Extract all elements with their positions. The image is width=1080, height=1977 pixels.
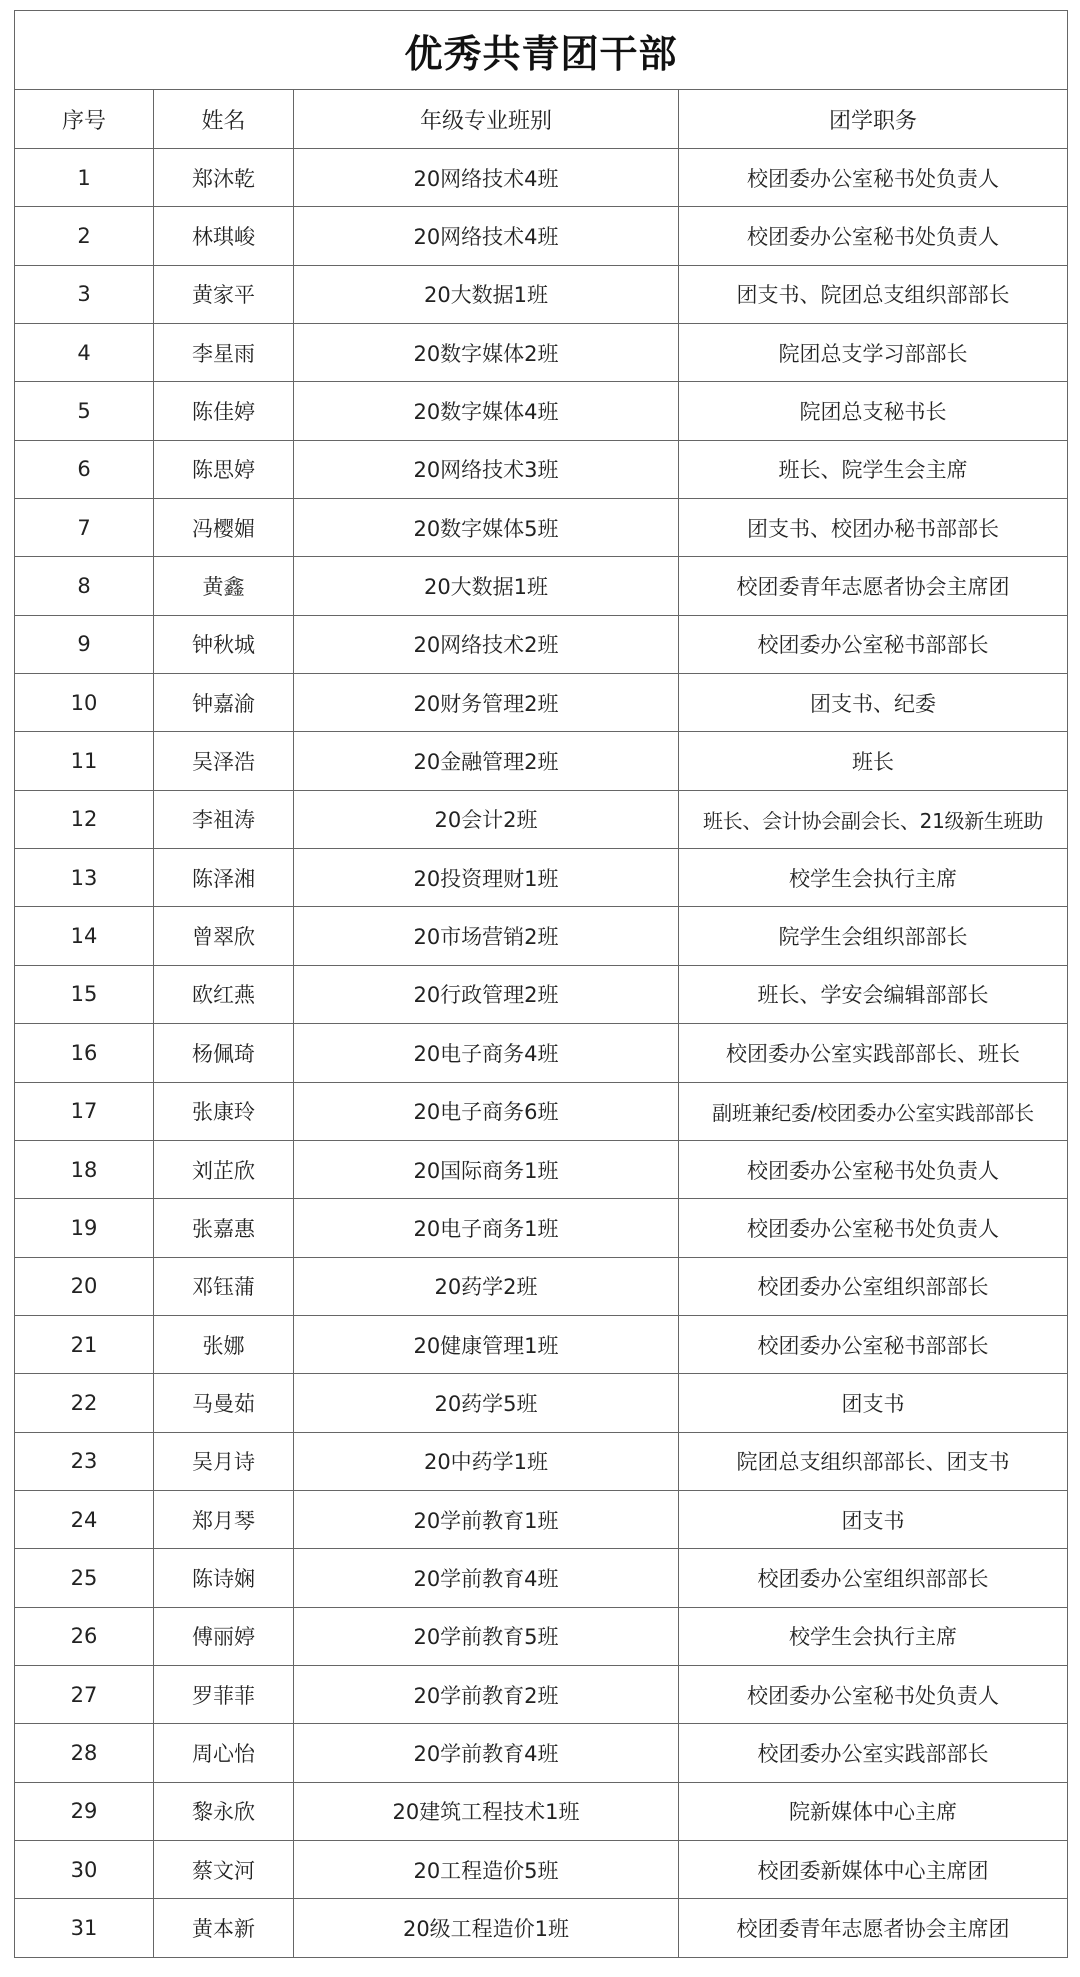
honor-table bbox=[14, 10, 1068, 1958]
cell-no: 16 bbox=[15, 1024, 154, 1082]
cell-class: 20健康管理1班 bbox=[294, 1315, 679, 1373]
cell-role: 班长 bbox=[679, 732, 1068, 790]
cell-class: 20财务管理2班 bbox=[294, 674, 679, 732]
cell-class: 20大数据1班 bbox=[294, 557, 679, 615]
title-row bbox=[15, 11, 1068, 90]
cell-class: 20网络技术3班 bbox=[294, 440, 679, 498]
cell-name: 陈诗娴 bbox=[154, 1549, 294, 1607]
cell-name: 钟嘉渝 bbox=[154, 674, 294, 732]
table-row bbox=[15, 382, 1068, 440]
cell-no: 14 bbox=[15, 907, 154, 965]
cell-role: 校团委办公室组织部部长 bbox=[679, 1257, 1068, 1315]
cell-role: 校团委办公室实践部部长 bbox=[679, 1724, 1068, 1782]
table-row bbox=[15, 149, 1068, 207]
cell-class: 20网络技术4班 bbox=[294, 149, 679, 207]
cell-role: 校团委办公室组织部部长 bbox=[679, 1549, 1068, 1607]
cell-no: 11 bbox=[15, 732, 154, 790]
cell-name: 张嘉惠 bbox=[154, 1199, 294, 1257]
table-row bbox=[15, 499, 1068, 557]
cell-class: 20电子商务4班 bbox=[294, 1024, 679, 1082]
cell-class: 20学前教育5班 bbox=[294, 1607, 679, 1665]
cell-no: 25 bbox=[15, 1549, 154, 1607]
cell-name: 陈思婷 bbox=[154, 440, 294, 498]
table-row bbox=[15, 1490, 1068, 1548]
cell-class: 20建筑工程技术1班 bbox=[294, 1782, 679, 1840]
cell-no: 2 bbox=[15, 207, 154, 265]
cell-no: 30 bbox=[15, 1840, 154, 1898]
table-row bbox=[15, 440, 1068, 498]
cell-no: 12 bbox=[15, 790, 154, 848]
cell-name: 周心怡 bbox=[154, 1724, 294, 1782]
table-row bbox=[15, 1315, 1068, 1373]
cell-class: 20网络技术4班 bbox=[294, 207, 679, 265]
cell-class: 20电子商务6班 bbox=[294, 1082, 679, 1140]
cell-class: 20学前教育4班 bbox=[294, 1724, 679, 1782]
cell-name: 林琪峻 bbox=[154, 207, 294, 265]
cell-class: 20投资理财1班 bbox=[294, 849, 679, 907]
cell-no: 24 bbox=[15, 1490, 154, 1548]
cell-no: 28 bbox=[15, 1724, 154, 1782]
cell-no: 22 bbox=[15, 1374, 154, 1432]
cell-no: 7 bbox=[15, 499, 154, 557]
cell-no: 3 bbox=[15, 265, 154, 323]
cell-class: 20药学5班 bbox=[294, 1374, 679, 1432]
page-title: 优秀共青团干部 bbox=[15, 11, 1068, 90]
cell-role: 校团委办公室秘书处负责人 bbox=[679, 1199, 1068, 1257]
cell-no: 27 bbox=[15, 1665, 154, 1723]
cell-name: 傅丽婷 bbox=[154, 1607, 294, 1665]
cell-role: 院团总支秘书长 bbox=[679, 382, 1068, 440]
cell-class: 20数字媒体2班 bbox=[294, 324, 679, 382]
cell-name: 陈泽湘 bbox=[154, 849, 294, 907]
cell-no: 26 bbox=[15, 1607, 154, 1665]
cell-role: 团支书、校团办秘书部部长 bbox=[679, 499, 1068, 557]
cell-no: 15 bbox=[15, 965, 154, 1023]
table-row bbox=[15, 1432, 1068, 1490]
table-row bbox=[15, 790, 1068, 848]
cell-name: 陈佳婷 bbox=[154, 382, 294, 440]
header-row bbox=[15, 90, 1068, 149]
cell-name: 曾翠欣 bbox=[154, 907, 294, 965]
cell-role: 校团委青年志愿者协会主席团 bbox=[679, 1899, 1068, 1957]
cell-role: 院团总支学习部部长 bbox=[679, 324, 1068, 382]
cell-class: 20国际商务1班 bbox=[294, 1140, 679, 1198]
cell-role: 院学生会组织部部长 bbox=[679, 907, 1068, 965]
cell-name: 欧红燕 bbox=[154, 965, 294, 1023]
cell-class: 20行政管理2班 bbox=[294, 965, 679, 1023]
cell-class: 20学前教育2班 bbox=[294, 1665, 679, 1723]
table-row bbox=[15, 1724, 1068, 1782]
table-row bbox=[15, 1374, 1068, 1432]
cell-role: 校团委办公室实践部部长、班长 bbox=[679, 1024, 1068, 1082]
table-row bbox=[15, 615, 1068, 673]
cell-class: 20药学2班 bbox=[294, 1257, 679, 1315]
cell-name: 马曼茹 bbox=[154, 1374, 294, 1432]
cell-no: 18 bbox=[15, 1140, 154, 1198]
header-name: 姓名 bbox=[154, 90, 294, 149]
cell-no: 21 bbox=[15, 1315, 154, 1373]
cell-class: 20学前教育1班 bbox=[294, 1490, 679, 1548]
cell-class: 20学前教育4班 bbox=[294, 1549, 679, 1607]
cell-no: 8 bbox=[15, 557, 154, 615]
cell-no: 31 bbox=[15, 1899, 154, 1957]
cell-role: 校团委青年志愿者协会主席团 bbox=[679, 557, 1068, 615]
table-row bbox=[15, 1024, 1068, 1082]
table-row bbox=[15, 1549, 1068, 1607]
cell-name: 吴月诗 bbox=[154, 1432, 294, 1490]
header-role: 团学职务 bbox=[679, 90, 1068, 149]
cell-name: 黄鑫 bbox=[154, 557, 294, 615]
cell-name: 刘芷欣 bbox=[154, 1140, 294, 1198]
cell-no: 20 bbox=[15, 1257, 154, 1315]
table-row bbox=[15, 324, 1068, 382]
cell-class: 20电子商务1班 bbox=[294, 1199, 679, 1257]
header-no: 序号 bbox=[15, 90, 154, 149]
table-row bbox=[15, 1665, 1068, 1723]
cell-role: 校团委新媒体中心主席团 bbox=[679, 1840, 1068, 1898]
table-row bbox=[15, 965, 1068, 1023]
table-row bbox=[15, 1607, 1068, 1665]
header-class: 年级专业班别 bbox=[294, 90, 679, 149]
cell-class: 20大数据1班 bbox=[294, 265, 679, 323]
cell-role: 院团总支组织部部长、团支书 bbox=[679, 1432, 1068, 1490]
cell-role: 团支书 bbox=[679, 1374, 1068, 1432]
cell-no: 5 bbox=[15, 382, 154, 440]
cell-role: 校团委办公室秘书处负责人 bbox=[679, 207, 1068, 265]
table-row bbox=[15, 557, 1068, 615]
table-row bbox=[15, 1140, 1068, 1198]
cell-class: 20数字媒体5班 bbox=[294, 499, 679, 557]
cell-name: 黄家平 bbox=[154, 265, 294, 323]
cell-class: 20市场营销2班 bbox=[294, 907, 679, 965]
cell-role: 校团委办公室秘书部部长 bbox=[679, 1315, 1068, 1373]
cell-name: 张娜 bbox=[154, 1315, 294, 1373]
cell-role: 校团委办公室秘书处负责人 bbox=[679, 149, 1068, 207]
table-row bbox=[15, 1257, 1068, 1315]
table-row bbox=[15, 265, 1068, 323]
table-row bbox=[15, 849, 1068, 907]
cell-role: 班长、会计协会副会长、21级新生班助 bbox=[679, 790, 1068, 848]
cell-role: 院新媒体中心主席 bbox=[679, 1782, 1068, 1840]
cell-class: 20工程造价5班 bbox=[294, 1840, 679, 1898]
cell-role: 校团委办公室秘书部部长 bbox=[679, 615, 1068, 673]
cell-no: 29 bbox=[15, 1782, 154, 1840]
cell-name: 邓钰蒲 bbox=[154, 1257, 294, 1315]
cell-role: 校学生会执行主席 bbox=[679, 849, 1068, 907]
table-row bbox=[15, 732, 1068, 790]
cell-role: 校团委办公室秘书处负责人 bbox=[679, 1665, 1068, 1723]
table-row bbox=[15, 907, 1068, 965]
table-row bbox=[15, 1840, 1068, 1898]
cell-name: 杨佩琦 bbox=[154, 1024, 294, 1082]
cell-class: 20级工程造价1班 bbox=[294, 1899, 679, 1957]
cell-no: 10 bbox=[15, 674, 154, 732]
cell-role: 校学生会执行主席 bbox=[679, 1607, 1068, 1665]
cell-name: 黎永欣 bbox=[154, 1782, 294, 1840]
cell-role: 团支书、院团总支组织部部长 bbox=[679, 265, 1068, 323]
cell-role: 团支书 bbox=[679, 1490, 1068, 1548]
cell-class: 20会计2班 bbox=[294, 790, 679, 848]
cell-class: 20数字媒体4班 bbox=[294, 382, 679, 440]
cell-class: 20金融管理2班 bbox=[294, 732, 679, 790]
cell-name: 李祖涛 bbox=[154, 790, 294, 848]
cell-name: 钟秋城 bbox=[154, 615, 294, 673]
cell-role: 副班兼纪委/校团委办公室实践部部长 bbox=[679, 1082, 1068, 1140]
cell-role: 校团委办公室秘书处负责人 bbox=[679, 1140, 1068, 1198]
table-row bbox=[15, 674, 1068, 732]
table-row bbox=[15, 1082, 1068, 1140]
cell-role: 班长、院学生会主席 bbox=[679, 440, 1068, 498]
cell-name: 张康玲 bbox=[154, 1082, 294, 1140]
cell-role: 团支书、纪委 bbox=[679, 674, 1068, 732]
cell-no: 19 bbox=[15, 1199, 154, 1257]
cell-name: 黄本新 bbox=[154, 1899, 294, 1957]
cell-name: 吴泽浩 bbox=[154, 732, 294, 790]
cell-role: 班长、学安会编辑部部长 bbox=[679, 965, 1068, 1023]
cell-name: 蔡文河 bbox=[154, 1840, 294, 1898]
cell-name: 冯樱媚 bbox=[154, 499, 294, 557]
cell-class: 20网络技术2班 bbox=[294, 615, 679, 673]
cell-no: 13 bbox=[15, 849, 154, 907]
cell-no: 6 bbox=[15, 440, 154, 498]
cell-no: 17 bbox=[15, 1082, 154, 1140]
cell-no: 23 bbox=[15, 1432, 154, 1490]
cell-no: 1 bbox=[15, 149, 154, 207]
table-row bbox=[15, 1199, 1068, 1257]
cell-class: 20中药学1班 bbox=[294, 1432, 679, 1490]
cell-name: 李星雨 bbox=[154, 324, 294, 382]
table-row bbox=[15, 207, 1068, 265]
cell-no: 4 bbox=[15, 324, 154, 382]
cell-name: 郑沐乾 bbox=[154, 149, 294, 207]
table-row bbox=[15, 1782, 1068, 1840]
cell-name: 罗菲菲 bbox=[154, 1665, 294, 1723]
table-row bbox=[15, 1899, 1068, 1957]
cell-no: 9 bbox=[15, 615, 154, 673]
cell-name: 郑月琴 bbox=[154, 1490, 294, 1548]
